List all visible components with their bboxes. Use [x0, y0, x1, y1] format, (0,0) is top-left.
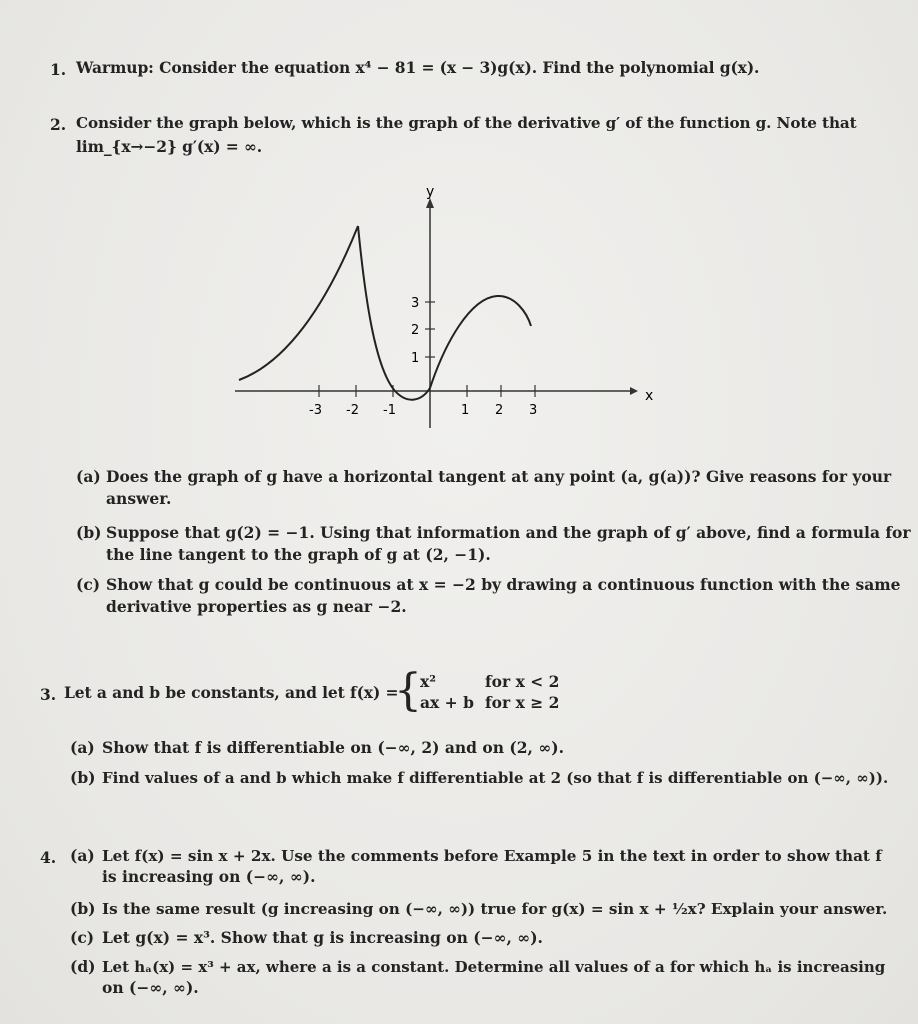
problem-4c-line1: Let g(x) = x³. Show that g is increasing on (−∞, ∞).: [102, 928, 543, 947]
problem-2a-line2: answer.: [106, 489, 172, 508]
y-tick-2: 2: [411, 323, 420, 338]
problem-2c-line1: Show that g could be continuous at x = −2 by drawing a continuous function with the same: [106, 575, 901, 594]
problem-2-line2: lim_{x→−2} g′(x) = ∞.: [76, 137, 263, 156]
x-axis-label: x: [645, 388, 654, 404]
problem-4a-line2: is increasing on (−∞, ∞).: [102, 867, 316, 886]
problem-2-line1: Consider the graph below, which is the graph of the derivative g′ of the function g. Note that: [76, 114, 857, 132]
problem-4a-label: (a): [70, 846, 95, 865]
problem-3a-line1: Show that f is differentiable on (−∞, 2) and on (2, ∞).: [102, 738, 564, 757]
y-tick-1: 1: [411, 351, 420, 366]
gprime-right-branch: [430, 296, 531, 388]
problem-2b-line1: Suppose that g(2) = −1. Using that information and the graph of g′ above, find a formula for: [106, 523, 911, 542]
x-tick-neg1: -1: [383, 403, 396, 418]
x-tick-1: 1: [461, 403, 470, 418]
gprime-left-branch: [239, 226, 358, 380]
x-tick-neg2: -2: [346, 403, 359, 418]
problem-2c-label: (c): [76, 575, 101, 594]
derivative-graph: [225, 178, 675, 440]
problem-3-case1-expr: x²: [420, 672, 437, 691]
x-tick-2: 2: [495, 403, 504, 418]
problem-3-case1-cond: for x < 2: [485, 672, 560, 691]
problem-2b-line2: the line tangent to the graph of g at (2, −1).: [106, 545, 491, 564]
gprime-middle-branch: [358, 226, 430, 400]
x-tick-neg3: -3: [309, 403, 322, 418]
problem-4d-label: (d): [70, 957, 96, 976]
x-axis-arrow: [630, 387, 638, 395]
problem-4c-label: (c): [70, 928, 95, 947]
problem-3b-line1: Find values of a and b which make f differentiable at 2 (so that f is differentiable on (−∞, ∞)).: [102, 769, 889, 787]
problem-2c-line2: derivative properties as g near −2.: [106, 597, 407, 616]
problem-4d-line2: on (−∞, ∞).: [102, 978, 199, 997]
problem-2-number: 2.: [50, 115, 67, 134]
piecewise-brace: {: [394, 665, 422, 716]
problem-3a-label: (a): [70, 738, 95, 757]
problem-3-case2-expr: ax + b: [420, 693, 474, 712]
problem-4-number: 4.: [40, 848, 57, 867]
problem-1-text: Warmup: Consider the equation x⁴ − 81 = (x − 3)g(x). Find the polynomial g(x).: [76, 58, 760, 77]
problem-4a-line1: Let f(x) = sin x + 2x. Use the comments before Example 5 in the text in order to show that f: [102, 847, 882, 865]
problem-3b-label: (b): [70, 768, 96, 787]
problem-4d-line1: Let hₐ(x) = x³ + ax, where a is a constant. Determine all values of a for which hₐ is increasing: [102, 958, 886, 976]
problem-3-number: 3.: [40, 685, 57, 704]
y-tick-3: 3: [411, 296, 420, 311]
problem-2a-label: (a): [76, 467, 101, 486]
problem-2a-line1: Does the graph of g have a horizontal tangent at any point (a, g(a))? Give reasons for your: [106, 467, 892, 486]
problem-3-case2-cond: for x ≥ 2: [485, 693, 560, 712]
problem-4b-line1: Is the same result (g increasing on (−∞, ∞)) true for g(x) = sin x + ½x? Explain your answer.: [102, 900, 888, 918]
y-axis-label: y: [426, 184, 435, 200]
problem-2b-label: (b): [76, 523, 102, 542]
problem-3-intro: Let a and b be constants, and let f(x) =: [64, 683, 399, 702]
problem-1-number: 1.: [50, 60, 67, 79]
problem-4b-label: (b): [70, 899, 96, 918]
x-tick-3: 3: [529, 403, 538, 418]
